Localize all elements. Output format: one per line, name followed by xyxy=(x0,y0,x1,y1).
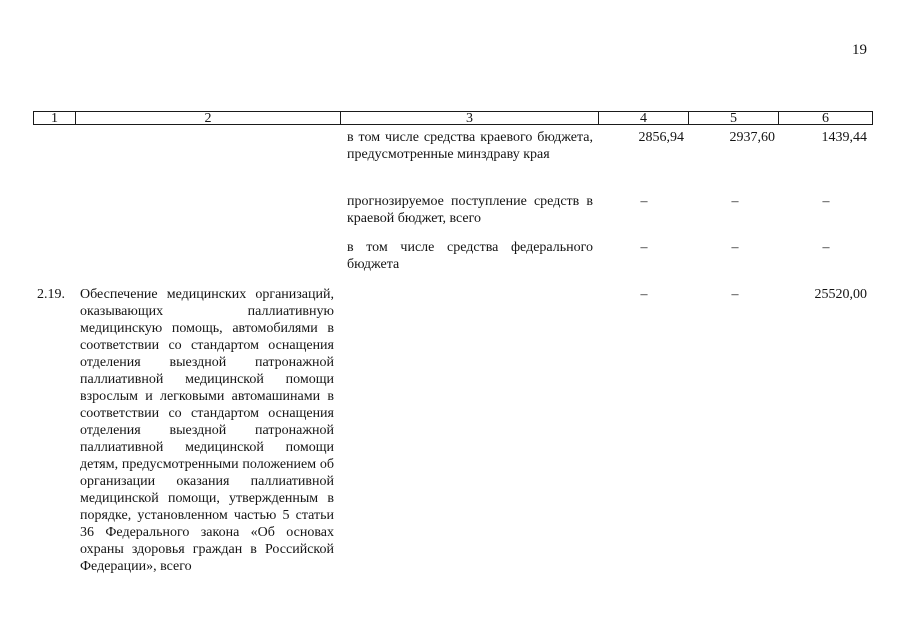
row-value-col4: – xyxy=(640,287,648,302)
row-value-col4: – xyxy=(640,240,648,255)
row-value-col6: – xyxy=(822,240,830,255)
row-value-col6: 25520,00 xyxy=(814,287,867,302)
row-value-col5: 2937,60 xyxy=(729,130,775,145)
row-value-col6: – xyxy=(822,194,830,209)
row-name: Обеспечение медицинских организаций, оказывающих паллиативную медицинскую помощь, автомобилями в соответствии со стандартом оснащения отделения выездной патронажной паллиативной медицинской помощи взрослым и легковыми автомашинами в соответствии со стандартом оснащения отделения выездной патронажной паллиативной медицинской помощи детям, предусмотренными положением об организации оказания паллиативной медицинской помощи, утвержденным в порядке, установленном частью 5 статьи 36 Федерального закона «Об основах охраны здоровья граждан в Российской Федерации», всего xyxy=(80,287,334,574)
row-value-col4: 2856,94 xyxy=(638,130,684,145)
row-value-col4: – xyxy=(640,194,648,209)
table-header-row xyxy=(33,111,873,125)
header-col-6: 6 xyxy=(778,111,873,125)
row-source: прогнозируемое поступление средств в краевой бюджет, всего xyxy=(347,194,593,226)
page-number: 19 xyxy=(852,42,867,58)
row-value-col5: – xyxy=(731,194,739,209)
row-number: 2.19. xyxy=(37,287,65,302)
row-value-col5: – xyxy=(731,287,739,302)
header-col-2: 2 xyxy=(75,111,341,125)
header-col-5: 5 xyxy=(688,111,779,125)
row-value-col6: 1439,44 xyxy=(821,130,867,145)
header-col-1: 1 xyxy=(33,111,76,125)
row-source: в том числе средства федерального бюджета xyxy=(347,240,593,272)
header-col-3: 3 xyxy=(340,111,599,125)
row-source: в том числе средства краевого бюджета, предусмотренные минздраву края xyxy=(347,130,593,162)
header-col-4: 4 xyxy=(598,111,689,125)
row-value-col5: – xyxy=(731,240,739,255)
